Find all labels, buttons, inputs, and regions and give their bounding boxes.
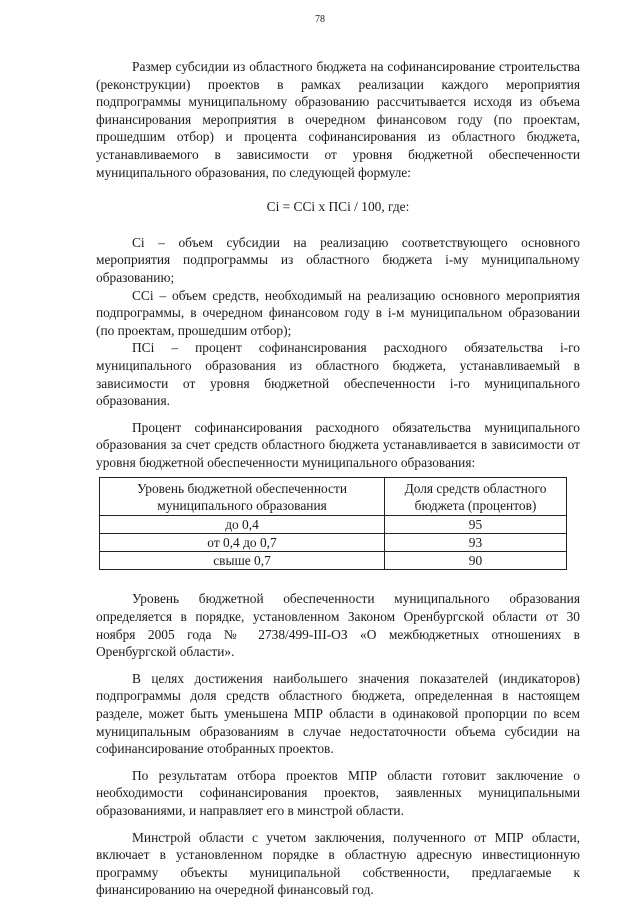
table-cell-level: до 0,4 [100, 516, 385, 534]
table-header-row [100, 478, 567, 516]
paragraph-minstroy: Минстрой области с учетом заключения, полученного от МПР области, включает в установленном порядке в областную адресную инвестиционную программу объекты муниципальной собственности, предлагаемые к финансированию на очередной финансовый год. [96, 829, 580, 898]
paragraph-table-intro: Процент софинансирования расходного обязательства муниципального образования за счет средств областного бюджета устанавливается в зависимости от уровня бюджетной обеспеченности муниципального образования: [96, 419, 580, 470]
table-cell-share: 90 [385, 552, 567, 570]
table-header-level: Уровень бюджетной обеспеченности муниципального образования [100, 478, 385, 516]
cofinancing-table [99, 477, 567, 570]
definition-ci: Ci – объем субсидии на реализацию соответствующего основного мероприятия подпрограммы из областного бюджета i-му муниципальному образованию; [96, 234, 580, 285]
paragraph-subsidy-size: Размер субсидии из областного бюджета на софинансирование строительства (реконструкции) проектов в рамках реализации каждого мероприятия подпрограммы муниципальному образованию рассчитывается исходя из объема финансирования мероприятия в очередном финансовом году (по проектам, прошедшим отбор) и процента софинансирования из областного бюджета, устанавливаемого в зависимости от уровня бюджетной обеспеченности муниципального образования, по следующей формуле: [96, 59, 580, 180]
definition-cci: CCi – объем средств, необходимый на реализацию основного мероприятия подпрограммы, в очередном финансовом году в i-м муниципальном образовании (по проектам, прошедшим отбор); [96, 287, 580, 338]
paragraph-selection-results: По результатам отбора проектов МПР области готовит заключение о необходимости софинансирования проектов, заявленных муниципальными образованиями, и направляет его в минстрой области. [96, 767, 580, 818]
table-row [100, 552, 567, 570]
page-number: 78 [315, 14, 325, 25]
table-cell-level: от 0,4 до 0,7 [100, 534, 385, 552]
table-cell-share: 95 [385, 516, 567, 534]
table-header-share: Доля средств областного бюджета (процентов) [385, 478, 567, 516]
table-cell-level: свыше 0,7 [100, 552, 385, 570]
paragraph-share-reduction: В целях достижения наибольшего значения показателей (индикаторов) подпрограммы доля средств областного бюджета, определенная в настоящем разделе, может быть уменьшена МПР области в одинаковой пропорции по всем муниципальным образованиям в случае недостаточности объема субсидии на софинансирование отобранных проектов. [96, 670, 580, 757]
paragraph-budget-level: Уровень бюджетной обеспеченности муниципального образования определяется в порядке, установленном Законом Оренбургской области от 30 ноября 2005 года № 2738/499-III-ОЗ «О межбюджетных отношениях в Оренбургской области». [96, 591, 580, 660]
table-row [100, 516, 567, 534]
formula: Ci = CCi x ПCi / 100, где: [266, 199, 410, 215]
document-body [96, 58, 580, 899]
table-cell-share: 93 [385, 534, 567, 552]
table-row [100, 534, 567, 552]
definition-pci: ПCi – процент софинансирования расходного обязательства i-го муниципального образования из областного бюджета, устанавливаемый в зависимости от уровня бюджетной обеспеченности i-го муниципального образования. [96, 340, 580, 409]
